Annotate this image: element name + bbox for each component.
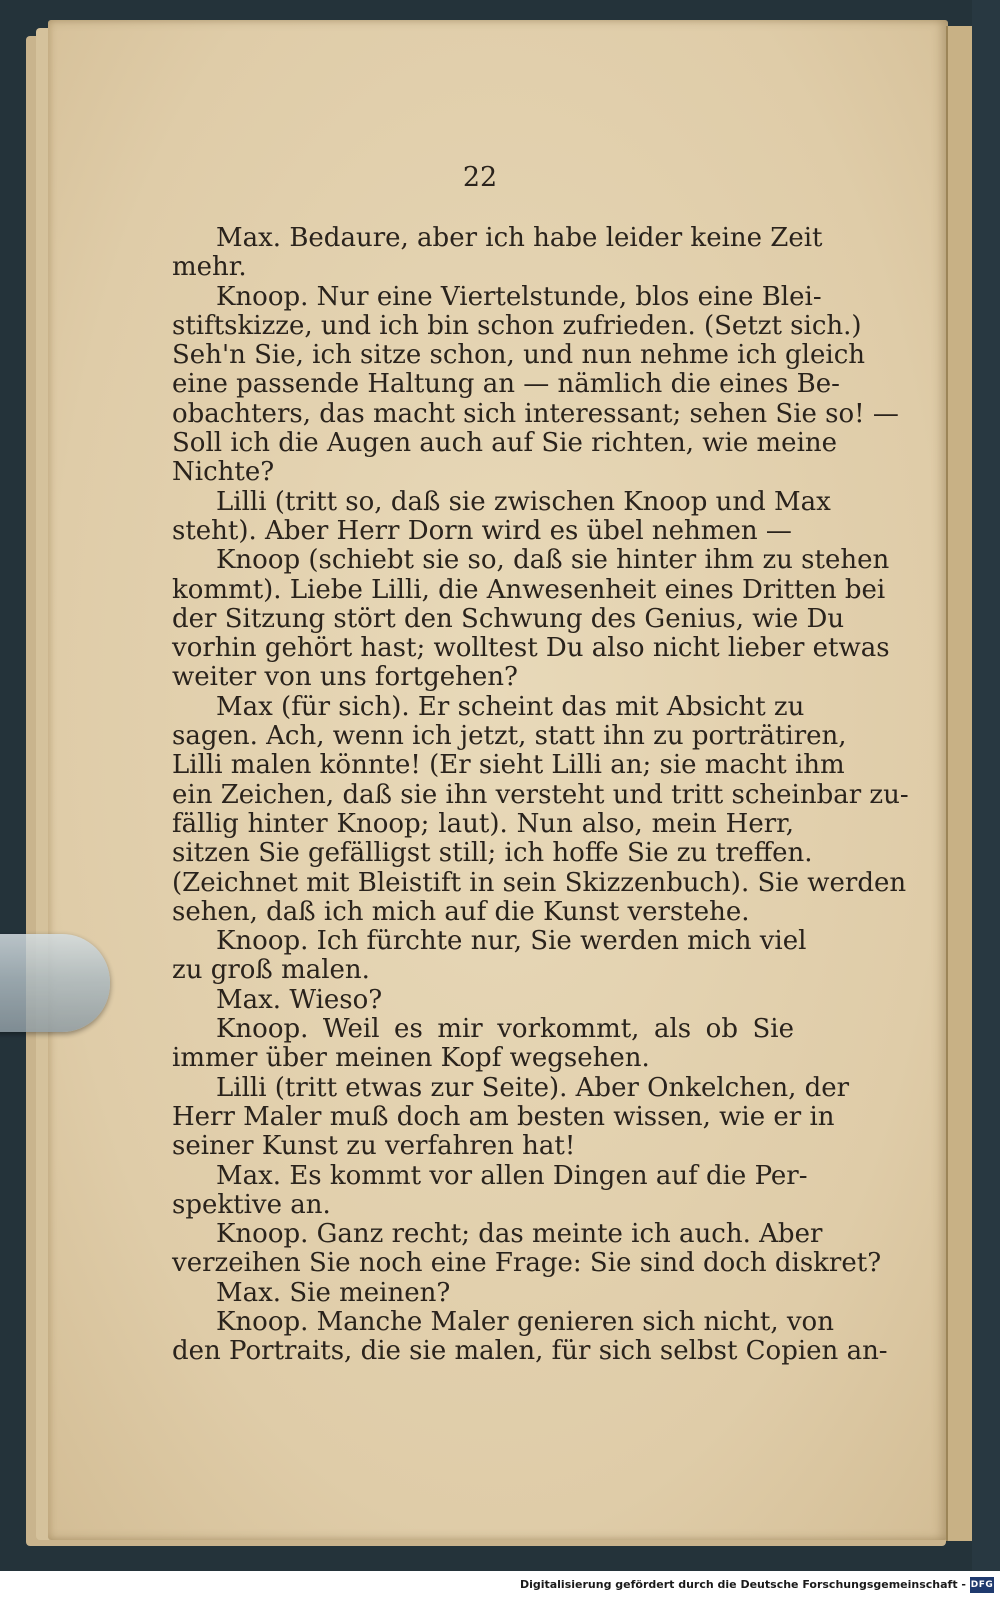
text-line: verzeihen Sie noch eine Frage: Sie sind doch diskret? [172, 1248, 882, 1279]
facing-page-edge [946, 26, 974, 1541]
text-line: Nichte? [172, 457, 275, 488]
text-line: der Sitzung stört den Schwung des Genius, wie Du [172, 603, 845, 634]
text-line: sagen. Ach, wenn ich jetzt, statt ihn zu porträtiren, [172, 721, 847, 752]
dfg-logo: DFG [970, 1577, 994, 1593]
page-clip [0, 934, 110, 1032]
text-line: Herr Maler muß doch am besten wissen, wie er in [172, 1101, 835, 1132]
text-line: Knoop. Ganz recht; das meinte ich auch. Aber [216, 1219, 823, 1250]
scanner-border [972, 0, 1000, 1571]
text-line: sitzen Sie gefälligst still; ich hoffe Sie zu treffen. [172, 838, 813, 869]
text-line: Max. Bedaure, aber ich habe leider keine Zeit [216, 223, 823, 253]
text-line: Max (für sich). Er scheint das mit Absicht zu [216, 691, 805, 722]
text-line: zu groß malen. [172, 955, 370, 986]
footer-bar [0, 1571, 1000, 1601]
text-line: mehr. [172, 252, 247, 283]
text-line: den Portraits, die sie malen, für sich selbst Copien an- [172, 1336, 888, 1367]
text-line: Soll ich die Augen auch auf Sie richten, wie meine [172, 428, 838, 459]
text-line: vorhin gehört hast; wolltest Du also nicht lieber etwas [172, 633, 890, 664]
text-line: obachters, das macht sich interessant; sehen Sie so! — [172, 398, 899, 429]
text-line: spektive an. [172, 1189, 331, 1220]
text-line: Knoop. Ich fürchte nur, Sie werden mich viel [216, 926, 807, 957]
text-line: fällig hinter Knoop; laut). Nun also, mein Herr, [172, 808, 794, 839]
text-line: Seh'n Sie, ich sitze schon, und nun nehme ich gleich [172, 340, 865, 371]
text-line: Max. Sie meinen? [216, 1277, 451, 1308]
text-line: Knoop. Nur eine Viertelstunde, blos eine Blei- [216, 281, 822, 312]
text-line: ein Zeichen, daß sie ihn versteht und tritt scheinbar zu- [172, 779, 909, 810]
text-line: Max. Wieso? [216, 984, 383, 1015]
text-line: Max. Es kommt vor allen Dingen auf die Per- [216, 1160, 808, 1191]
text-line: kommt). Liebe Lilli, die Anwesenheit eines Dritten bei [172, 574, 886, 605]
text-line: eine passende Haltung an — nämlich die eines Be- [172, 369, 840, 400]
text-line: immer über meinen Kopf wegsehen. [172, 1043, 650, 1074]
text-line: Knoop. Weil es mir vorkommt, als ob Sie [216, 1014, 794, 1045]
text-line: Knoop. Manche Maler genieren sich nicht, von [216, 1306, 834, 1337]
funding-credit: Digitalisierung gefördert durch die Deutsche Forschungsgemeinschaft - [519, 1578, 966, 1591]
text-line: weiter von uns fortgehen? [172, 662, 518, 693]
text-line: Lilli (tritt so, daß sie zwischen Knoop und Max [216, 486, 831, 517]
page-number: 22 [462, 162, 498, 193]
text-line: Lilli (tritt etwas zur Seite). Aber Onkelchen, der [216, 1072, 850, 1103]
text-line: steht). Aber Herr Dorn wird es übel nehmen — [172, 515, 792, 546]
text-line: seiner Kunst zu verfahren hat! [172, 1131, 576, 1162]
text-line: sehen, daß ich mich auf die Kunst verstehe. [172, 896, 750, 927]
text-line: stiftskizze, und ich bin schon zufrieden. (Setzt sich.) [172, 310, 862, 341]
text-line: Lilli malen könnte! (Er sieht Lilli an; sie macht ihm [172, 750, 845, 781]
text-line: (Zeichnet mit Bleistift in sein Skizzenbuch). Sie werden [172, 867, 907, 898]
text-line: Knoop (schiebt sie so, daß sie hinter ihm zu stehen [216, 545, 890, 576]
page-text-block [172, 223, 909, 1367]
